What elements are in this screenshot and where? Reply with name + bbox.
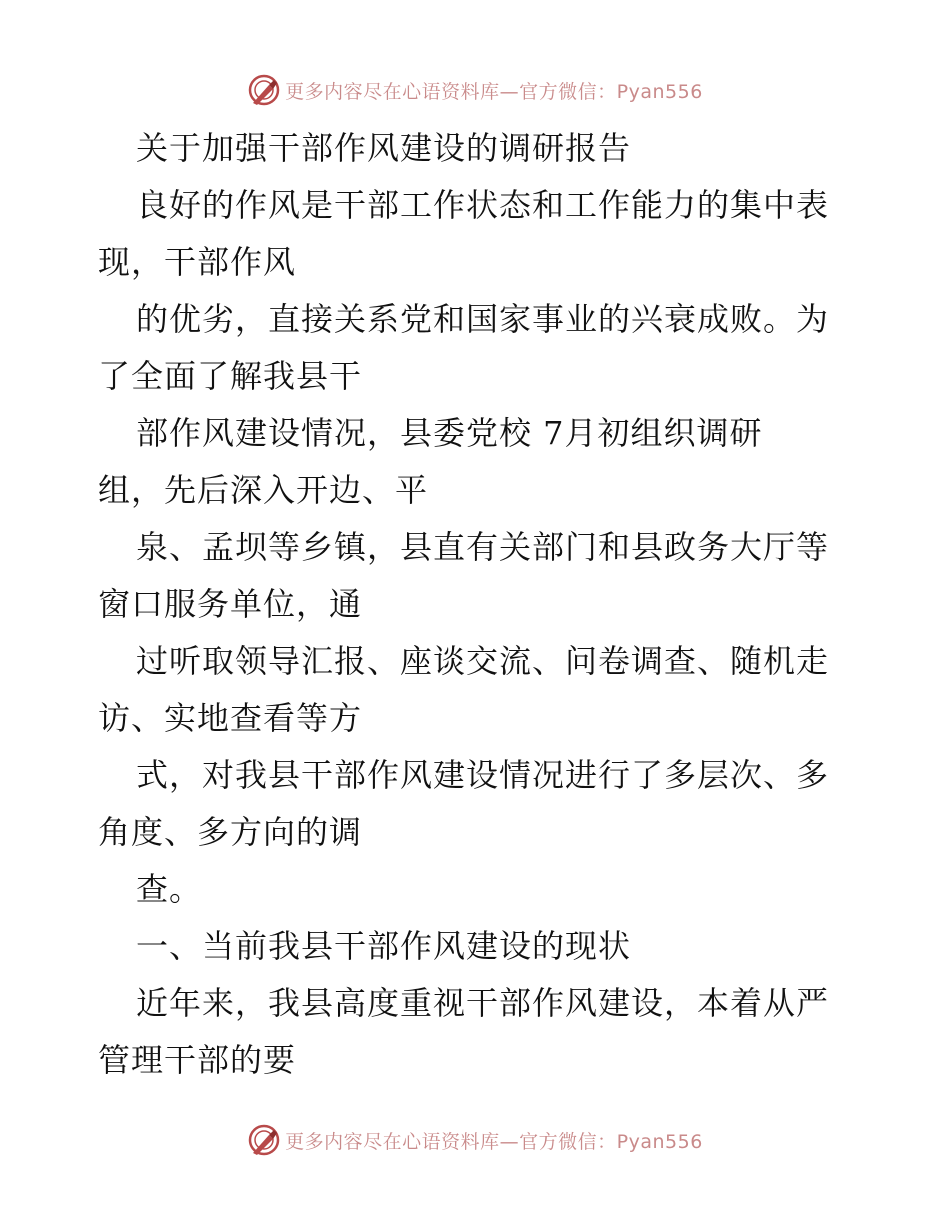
- watermark-text: 更多内容尽在心语资料库—官方微信：Pyan556: [285, 80, 703, 103]
- text-line: 一、当前我县干部作风建设的现状: [136, 927, 632, 965]
- text-line: 管理干部的要: [98, 1041, 297, 1079]
- text-line: 访、实地查看等方: [98, 699, 363, 737]
- text-line: 窗口服务单位，通: [98, 585, 363, 623]
- text-line: 关于加强干部作风建设的调研报告: [136, 129, 632, 167]
- watermark-text: 更多内容尽在心语资料库—官方微信：Pyan556: [285, 1130, 703, 1153]
- text-line: 了全面了解我县干: [98, 357, 363, 395]
- header-watermark: [0, 70, 950, 110]
- text-line: 泉、孟坝等乡镇，县直有关部门和县政务大厅等: [136, 528, 830, 566]
- text-line: 部作风建设情况，县委党校 7月初组织调研: [136, 414, 763, 452]
- document-body: [98, 120, 858, 1089]
- pen-logo-icon: [247, 73, 281, 107]
- text-line: 式，对我县干部作风建设情况进行了多层次、多: [136, 756, 830, 794]
- footer-watermark: [0, 1120, 950, 1160]
- text-line: 查。: [136, 870, 203, 908]
- pen-logo-icon: [247, 1123, 281, 1157]
- text-line: 现，干部作风: [98, 243, 297, 281]
- text-line: 组，先后深入开边、平: [98, 471, 429, 509]
- text-line: 良好的作风是干部工作状态和工作能力的集中表: [136, 186, 830, 224]
- text-line: 过听取领导汇报、座谈交流、问卷调查、随机走: [136, 642, 830, 680]
- text-line: 角度、多方向的调: [98, 813, 363, 851]
- text-line: 近年来，我县高度重视干部作风建设，本着从严: [136, 984, 830, 1022]
- text-line: 的优劣，直接关系党和国家事业的兴衰成败。为: [136, 300, 830, 338]
